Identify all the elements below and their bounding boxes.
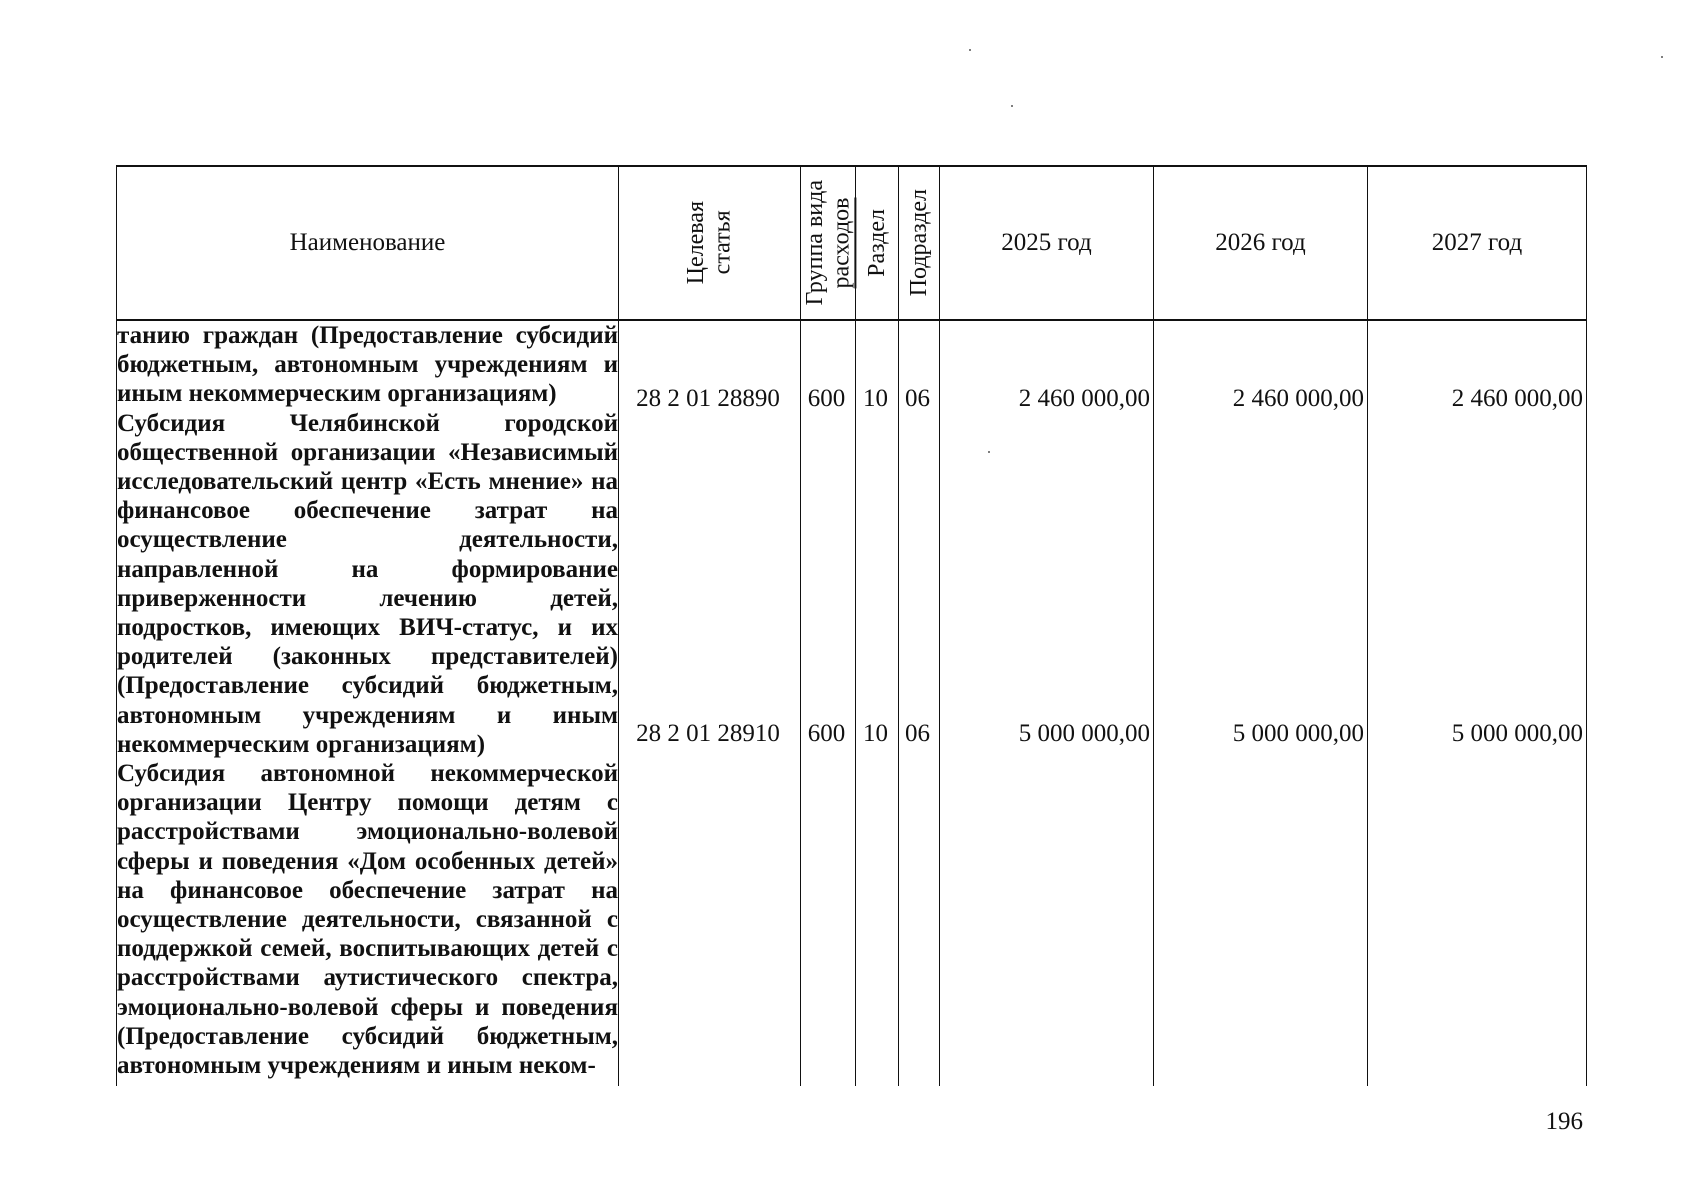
row1-y2026: 2 460 000,00 (1232, 385, 1364, 412)
header-year-2026 (1154, 166, 1368, 320)
page-number: 196 (1545, 1108, 1583, 1135)
header-year-2027-label: 2027 год (1431, 229, 1523, 256)
year-2027-cell (1368, 320, 1587, 1086)
header-name (117, 166, 619, 320)
header-target-article-line2: статья (709, 211, 736, 275)
row1-y2027: 2 460 000,00 (1451, 385, 1583, 412)
header-target-article (619, 166, 801, 320)
header-year-2027 (1368, 166, 1587, 320)
scan-speck (1661, 56, 1663, 58)
budget-table (116, 165, 1587, 1086)
header-target-article-label (683, 201, 736, 284)
row2-target-article: 28 2 01 28910 (636, 720, 780, 747)
row1-expense-group: 600 (807, 385, 846, 412)
scan-speck (1011, 105, 1013, 107)
subsection-cell (899, 320, 940, 1086)
name-text-part1: танию граждан (Предоставление субсидий бюджетным, автономным учреждениям и иным некоммерческим организациям) (117, 322, 618, 408)
year-2026-cell (1154, 320, 1368, 1086)
table-row (117, 320, 1587, 1086)
header-section-label: Раздел (863, 209, 890, 277)
header-subsection-label: Подраздел (905, 189, 932, 297)
table-header-row (117, 166, 1587, 320)
header-expense-group-line2: расходов (828, 197, 854, 289)
row1-subsection: 06 (905, 385, 930, 412)
header-expense-group-label (802, 180, 855, 305)
expense-group-cell (801, 320, 856, 1086)
header-name-label: Наименование (289, 229, 446, 256)
header-expense-group-line1: Группа вида (801, 180, 828, 306)
section-cell (856, 320, 899, 1086)
name-text-part3: Субсидия автономной некоммерческой организации Центру помощи детям с расстройствами эмоционально-волевой сферы и поведения «Дом особенных детей» на финансовое обеспечение затрат на осуществление деятельности, связанной с поддержкой семей, воспитывающих детей с расстройствами аутистического спектра, эмоционально-волевой сферы и поведения (Предоставление субсидий бюджетным, автономным учреждениям и иным неком- (117, 760, 618, 1080)
header-year-2025-label: 2025 год (1001, 229, 1092, 256)
header-expense-group (801, 166, 856, 320)
header-year-2026-label: 2026 год (1215, 229, 1306, 256)
target-article-cell (619, 320, 801, 1086)
scan-speck (969, 49, 971, 51)
header-subsection (899, 166, 940, 320)
row2-y2025: 5 000 000,00 (1018, 720, 1150, 747)
row2-subsection: 06 (905, 720, 930, 747)
row1-section: 10 (863, 385, 888, 412)
name-text-part2: Субсидия Челябинской городской общественной организации «Независимый исследовательский центр «Есть мнение» на финансовое обеспечение затрат на осуществление деятельности, направленной на формирование приверженности лечению детей, подростков, имеющих ВИЧ-статус, и их родителей (законных представителей) (Предоставление субсидий бюджетным, автономным учреждениям и иным некоммерческим организациям) (117, 409, 618, 758)
row1-y2025: 2 460 000,00 (1018, 385, 1150, 412)
year-2025-cell (940, 320, 1154, 1086)
row2-section: 10 (863, 720, 888, 747)
row2-y2026: 5 000 000,00 (1232, 720, 1364, 747)
header-section (856, 166, 899, 320)
row2-expense-group: 600 (807, 720, 846, 747)
header-year-2025 (940, 166, 1154, 320)
row2-y2027: 5 000 000,00 (1451, 720, 1583, 747)
header-target-article-line1: Целевая (683, 201, 710, 285)
row1-target-article: 28 2 01 28890 (636, 385, 780, 412)
name-cell (117, 320, 619, 1086)
